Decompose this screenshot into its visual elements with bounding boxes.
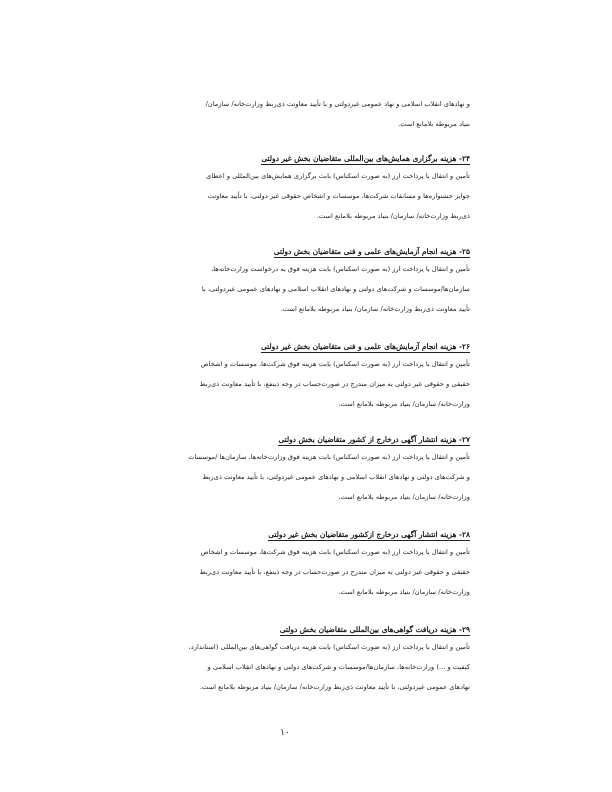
intro-line: بنیاد مربوطه بلامانع است.	[398, 120, 470, 128]
intro-line: و نهادهای انقلاب اسلامی و نهاد عمومی غیردولتی و با تأیید معاونت ذی‌ربط وزارت‌خانه/ سازمان/	[205, 100, 470, 108]
intro-paragraph	[178, 94, 470, 134]
section-title: ۲۵- هزینه انجام آزمایش‌های علمی و فنی متقاضیان بخش دولتی	[273, 247, 470, 256]
section-line: تأمین و انتقال یا پرداخت ارز (به صورت اسکناس) بابت هزینه فوق شرکت‌ها، موسسات و اشخاص	[200, 548, 470, 556]
section-heading	[178, 623, 470, 637]
section-line: تأمین و انتقال یا پرداخت ارز (به صورت اسکناس) بابت هزینه دریافت گواهی‌های بین‌المللی (استاندارد،	[188, 643, 470, 651]
section-title: ۲۸- هزینه انتشار آگهی درخارج ازکشور متقاضیان بخش غیر دولتی	[268, 530, 470, 539]
section-27	[178, 433, 470, 507]
section-line: تأیید معاونت ذی‌ربط وزارت‌خانه/ سازمان/ بنیاد مربوطه بلامانع است.	[280, 305, 470, 313]
section-title: ۲۹- هزینه دریافت گواهی‌های بین‌المللی متقاضیان بخش دولتی	[279, 625, 470, 634]
section-line: تأمین و انتقال یا پرداخت ارز (به صورت اسکناس) بابت هزینه فوق وزارت‌خانه‌ها، سازمان‌ها /موسسات	[188, 453, 470, 461]
section-line: نهادهای عمومی غیردولتی، با تأیید معاونت ذی‌ربط وزارت‌خانه/ سازمان/ بنیاد مربوطه بلامانع است.	[199, 683, 470, 691]
section-29	[178, 623, 470, 697]
section-line: وزارت‌خانه/ سازمان/ بنیاد مربوطه بلامانع است.	[338, 588, 470, 596]
section-25	[178, 245, 470, 319]
section-line: سازمان‌ها/موسسات و شرکت‌های دولتی و نهادهای انقلاب اسلامی و نهادهای عمومی غیردولتی، با	[201, 285, 470, 293]
section-heading	[178, 245, 470, 259]
section-line: تأمین و انتقال یا پرداخت ارز (به صورت اسکناس) بابت برگزاری همایش‌های بین‌المللی و اعطای	[206, 172, 470, 180]
section-line: ذی‌ربط وزارت‌خانه/ سازمان/ بنیاد مربوطه بلامانع است.	[316, 212, 470, 220]
section-title: ۲۴- هزینه برگزاری همایش‌های بین‌المللی متقاضیان بخش غیر دولتی	[261, 154, 470, 163]
section-line: تأمین و انتقال یا پرداخت ارز (به صورت اسکناس) بابت هزینه فوق شرکت‌ها، موسسات و اشخاص	[200, 360, 470, 368]
section-line: وزارت‌خانه/ سازمان/ بنیاد مربوطه بلامانع است.	[338, 493, 470, 501]
section-26	[178, 340, 470, 414]
section-line: کیفیت و ...) وزارت‌خانه‌ها، سازمان‌ها/موسسات و شرکت‌های دولتی و نهادهای انقلاب اسلامی و	[207, 663, 470, 671]
section-heading	[178, 528, 470, 542]
section-24	[178, 152, 470, 226]
section-line: جوایز جشنواره‌ها و مسابقات شرکت‌ها، موسسات و اشخاص حقوقی غیر دولتی، با تأیید معاونت	[207, 192, 470, 200]
section-heading	[178, 152, 470, 166]
section-28	[178, 528, 470, 602]
page-number: ۱۰	[280, 728, 290, 738]
section-line: حقیقی و حقوقی غیر دولتی به میزان مندرج در صورت‌حساب در وجه ذینفع، با تأیید معاونت ذی‌ربط	[199, 380, 470, 388]
section-line: حقیقی و حقوقی غیر دولتی به میزان مندرج در صورت‌حساب در وجه ذینفع، با تأیید معاونت ذی‌ربط	[199, 568, 470, 576]
section-title: ۲۶- هزینه انجام آزمایش‌های علمی و فنی متقاضیان بخش غیر دولتی	[260, 342, 470, 351]
section-heading	[178, 433, 470, 447]
section-heading	[178, 340, 470, 354]
section-line: و شرکت‌های دولتی و نهادهای انقلاب اسلامی و نهادهای عمومی غیردولتی، با تأیید معاونت ذی‌ربط	[202, 473, 470, 481]
section-title: ۲۷- هزینه انتشار آگهی درخارج از کشور متقاضیان بخش دولتی	[278, 435, 470, 444]
section-line: تأمین و انتقال یا پرداخت ارز (به صورت اسکناس) بابت هزینه فوق به درخواست وزارت‌خانه‌ها،	[211, 265, 470, 273]
section-line: وزارت‌خانه/ سازمان/ بنیاد مربوطه بلامانع است.	[338, 400, 470, 408]
